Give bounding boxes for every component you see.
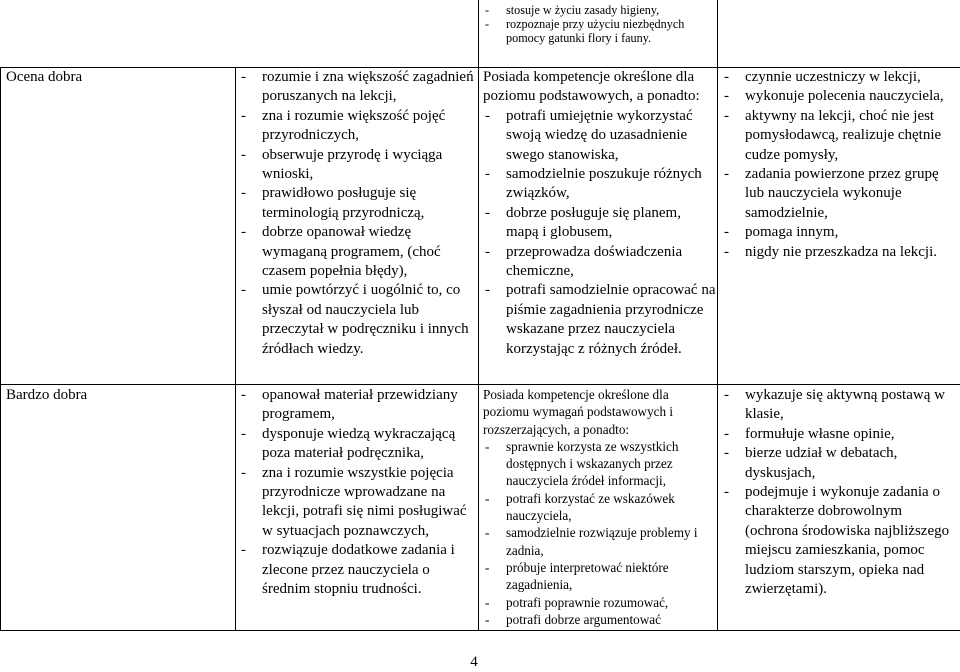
list-item: - samodzielnie rozwiązuje problemy i zadnia, [483,524,717,559]
activities-intro: Posiada kompetencje określone dla poziomu wymagań podstawowych i rozszerzających, a ponadto: [483,387,674,437]
list-item: - zna i rozumie większość pojęć przyrodniczych, [239,107,475,146]
list-item: - potrafi poprawnie rozumować, [483,594,717,611]
behaviour-list [722,386,956,599]
list-item: - dobrze posługuje się planem, mapą i globusem, [483,204,717,243]
list-item: - dobrze opanował wiedzę wymaganą programem, (choć czasem popełnia błędy), [239,223,475,281]
activities-cell-good [483,68,717,359]
activities-list [483,107,717,359]
behaviour-cell-very-good [722,386,956,599]
grade-label-good: Ocena dobra [6,69,83,85]
list-item: - prawidłowo posługuje się terminologią przyrodniczą, [239,184,475,223]
list-item: - obserwuje przyrodę i wyciąga wnioski, [239,146,475,185]
list-item: - samodzielnie poszukuje różnych związków, [483,165,717,204]
list-item: - zadania powierzone przez grupę lub nauczyciela wykonuje samodzielnie, [722,165,956,223]
list-item: - potrafi dobrze argumentować [483,611,717,628]
page-number: 4 [470,654,478,670]
column-divider-3 [478,0,479,631]
list-item: - stosuje w życiu zasady higieny, [483,3,713,17]
row-divider-middle [0,384,960,385]
list-item: - rozpoznaje przy użyciu niezbędnych pomocy gatunki flory i fauny. [483,17,713,45]
list-item: - potrafi samodzielnie opracować na piśmie zagadnienia przyrodnicze wskazane przez nauczyciela korzystając z różnych źródeł. [483,281,717,359]
list-item: - próbuje interpretować niektóre zagadnienia, [483,559,717,594]
list-item: - potrafi korzystać ze wskazówek nauczyciela, [483,490,717,525]
requirements-cell-good [239,68,475,359]
list-item: - formułuje własne opinie, [722,425,956,444]
list-item: - potrafi umiejętnie wykorzystać swoją wiedzę do uzasadnienie swego stanowiska, [483,107,717,165]
list-item: - przeprowadza doświadczenia chemiczne, [483,243,717,282]
column-divider-4 [717,0,718,631]
activities-intro: Posiada kompetencje określone dla poziomu podstawowych, a ponadto: [483,69,700,105]
list-item: - nigdy nie przeszkadza na lekcji. [722,243,956,262]
list-item: - czynnie uczestniczy w lekcji, [722,68,956,87]
list-item: - rozumie i zna większość zagadnień poruszanych na lekcji, [239,68,475,107]
list-item: - pomaga innym, [722,223,956,242]
row-divider-bottom [0,630,960,631]
grade-label-very-good: Bardzo dobra [6,387,88,403]
list-item: - podejmuje i wykonuje zadania o charakterze dobrowolnym (ochrona środowiska najbliższego miejscu zamieszkania, pomoc ludziom starszym, opieka nad zwierzętami). [722,483,956,599]
list-item: - sprawnie korzysta ze wszystkich dostępnych i wskazanych przez nauczyciela źródeł informacji, [483,438,717,490]
list-item: - dysponuje wiedzą wykraczającą poza materiał podręcznika, [239,425,475,464]
list-item: - rozwiązuje dodatkowe zadania i zlecone przez nauczyciela o średnim stopniu trudności. [239,541,475,599]
requirements-cell-very-good [239,386,475,599]
continued-activities-list [483,3,713,45]
requirements-list [239,68,475,359]
list-item: - bierze udział w debatach, dyskusjach, [722,444,956,483]
column-divider-2 [235,67,236,631]
list-item: - wykazuje się aktywną postawą w klasie, [722,386,956,425]
activities-cell-very-good [483,386,717,628]
requirements-list [239,386,475,599]
list-item: - opanował materiał przewidziany programem, [239,386,475,425]
list-item: - aktywny na lekcji, choć nie jest pomysłodawcą, realizuje chętnie cudze pomysły, [722,107,956,165]
list-item: - wykonuje polecenia nauczyciela, [722,87,956,106]
list-item: - umie powtórzyć i uogólnić to, co słyszał od nauczyciela lub przeczytał w podręczniku i innych źródłach wiedzy. [239,281,475,359]
activities-list [483,438,717,628]
behaviour-cell-good [722,68,956,262]
behaviour-list [722,68,956,262]
list-item: - zna i rozumie wszystkie pojęcia przyrodnicze wprowadzane na lekcji, potrafi się nimi posługiwać w sytuacjach poznawczych, [239,464,475,542]
continued-activities-cell [483,3,713,45]
column-divider-1 [0,67,1,631]
